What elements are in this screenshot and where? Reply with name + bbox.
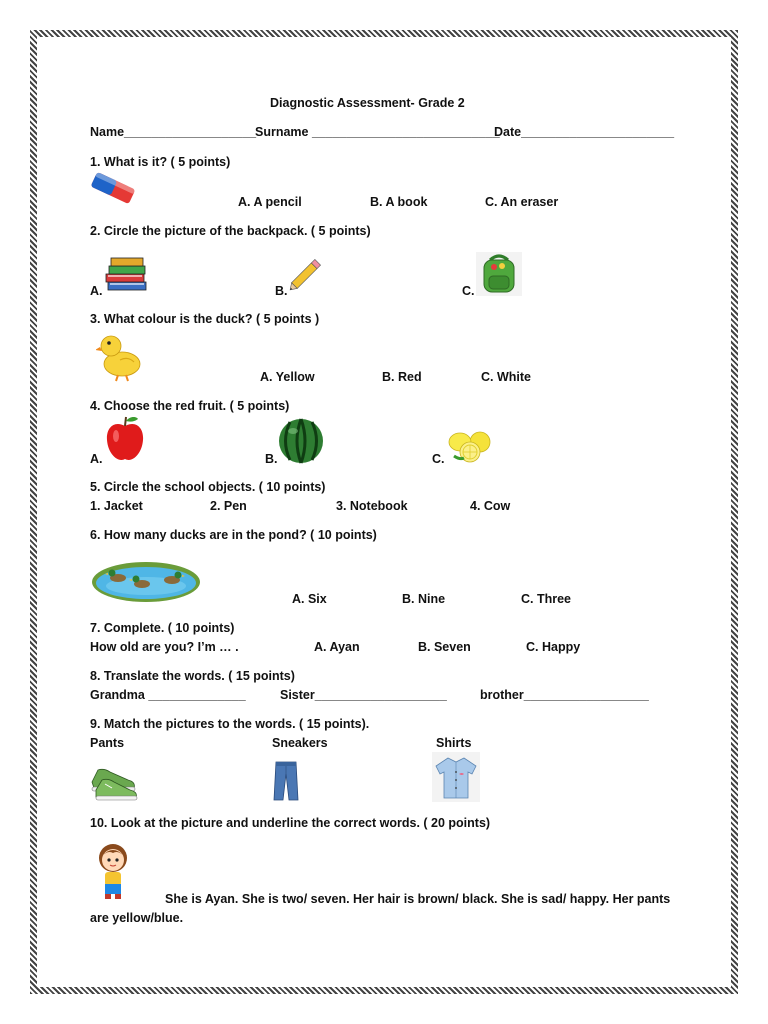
girl-icon (94, 842, 132, 900)
q2-label-c: C. (462, 284, 475, 298)
shirt-icon[interactable] (432, 752, 480, 802)
q1-option-c[interactable]: C. An eraser (485, 195, 559, 209)
q10-question: 10. Look at the picture and underline the correct words. ( 20 points) (90, 816, 491, 830)
q9-word-sneakers[interactable]: Sneakers (272, 736, 328, 750)
pond-ducks-icon (90, 556, 202, 604)
q1-option-b[interactable]: B. A book (370, 195, 428, 209)
backpack-icon[interactable] (476, 252, 522, 296)
q2-label-b: B. (275, 284, 288, 298)
lemons-icon[interactable] (444, 430, 494, 464)
jeans-icon[interactable] (272, 760, 300, 802)
q6-option-c[interactable]: C. Three (521, 592, 572, 606)
surname-field[interactable]: Surname ___________________________ (255, 125, 500, 139)
q8-word-brother[interactable]: brother__________________ (480, 688, 649, 702)
q7-option-b[interactable]: B. Seven (418, 640, 471, 654)
q4-label-a: A. (90, 452, 103, 466)
q7-option-c[interactable]: C. Happy (526, 640, 581, 654)
q6-option-a[interactable]: A. Six (292, 592, 327, 606)
q8-question: 8. Translate the words. ( 15 points) (90, 669, 295, 683)
q5-option-3[interactable]: 3. Notebook (336, 499, 408, 513)
eraser-icon (88, 170, 138, 206)
q3-question: 3. What colour is the duck? ( 5 points ) (90, 312, 320, 326)
pencil-icon[interactable] (284, 255, 326, 295)
watermelon-icon[interactable] (278, 418, 324, 464)
q9-word-shirts[interactable]: Shirts (436, 736, 472, 750)
q7-prompt: How old are you? I’m … . (90, 640, 239, 654)
q7-question: 7. Complete. ( 10 points) (90, 621, 235, 635)
q3-option-b[interactable]: B. Red (382, 370, 422, 384)
q5-option-1[interactable]: 1. Jacket (90, 499, 143, 513)
books-icon[interactable] (102, 252, 150, 292)
q10-line-2[interactable]: are yellow/blue. (90, 911, 184, 925)
apple-icon[interactable] (104, 414, 146, 464)
q2-question: 2. Circle the picture of the backpack. ( 5 points) (90, 224, 371, 238)
q9-word-pants[interactable]: Pants (90, 736, 125, 750)
q6-question: 6. How many ducks are in the pond? ( 10 points) (90, 528, 377, 542)
q1-option-a[interactable]: A. A pencil (238, 195, 302, 209)
date-field[interactable]: Date______________________ (494, 125, 675, 139)
q2-label-a: A. (90, 284, 103, 298)
name-field[interactable]: Name___________________ (90, 125, 257, 139)
q4-question: 4. Choose the red fruit. ( 5 points) (90, 399, 290, 413)
page-title: Diagnostic Assessment- Grade 2 (270, 96, 465, 110)
q3-option-a[interactable]: A. Yellow (260, 370, 315, 384)
q9-question: 9. Match the pictures to the words. ( 15 points). (90, 717, 370, 731)
q4-label-b: B. (265, 452, 278, 466)
q5-option-2[interactable]: 2. Pen (210, 499, 247, 513)
q10-line-1[interactable]: She is Ayan. She is two/ seven. Her hair is brown/ black. She is sad/ happy. Her pants (165, 892, 671, 906)
q8-word-sister[interactable]: Sister___________________ (280, 688, 447, 702)
duck-icon (96, 330, 142, 382)
q7-option-a[interactable]: A. Ayan (314, 640, 360, 654)
q5-option-4[interactable]: 4. Cow (470, 499, 511, 513)
q5-question: 5. Circle the school objects. ( 10 points) (90, 480, 326, 494)
q6-option-b[interactable]: B. Nine (402, 592, 446, 606)
q4-label-c: C. (432, 452, 445, 466)
q1-question: 1. What is it? ( 5 points) (90, 155, 231, 169)
sneakers-icon[interactable] (88, 760, 140, 802)
q8-word-grandma[interactable]: Grandma ______________ (90, 688, 246, 702)
q3-option-c[interactable]: C. White (481, 370, 531, 384)
